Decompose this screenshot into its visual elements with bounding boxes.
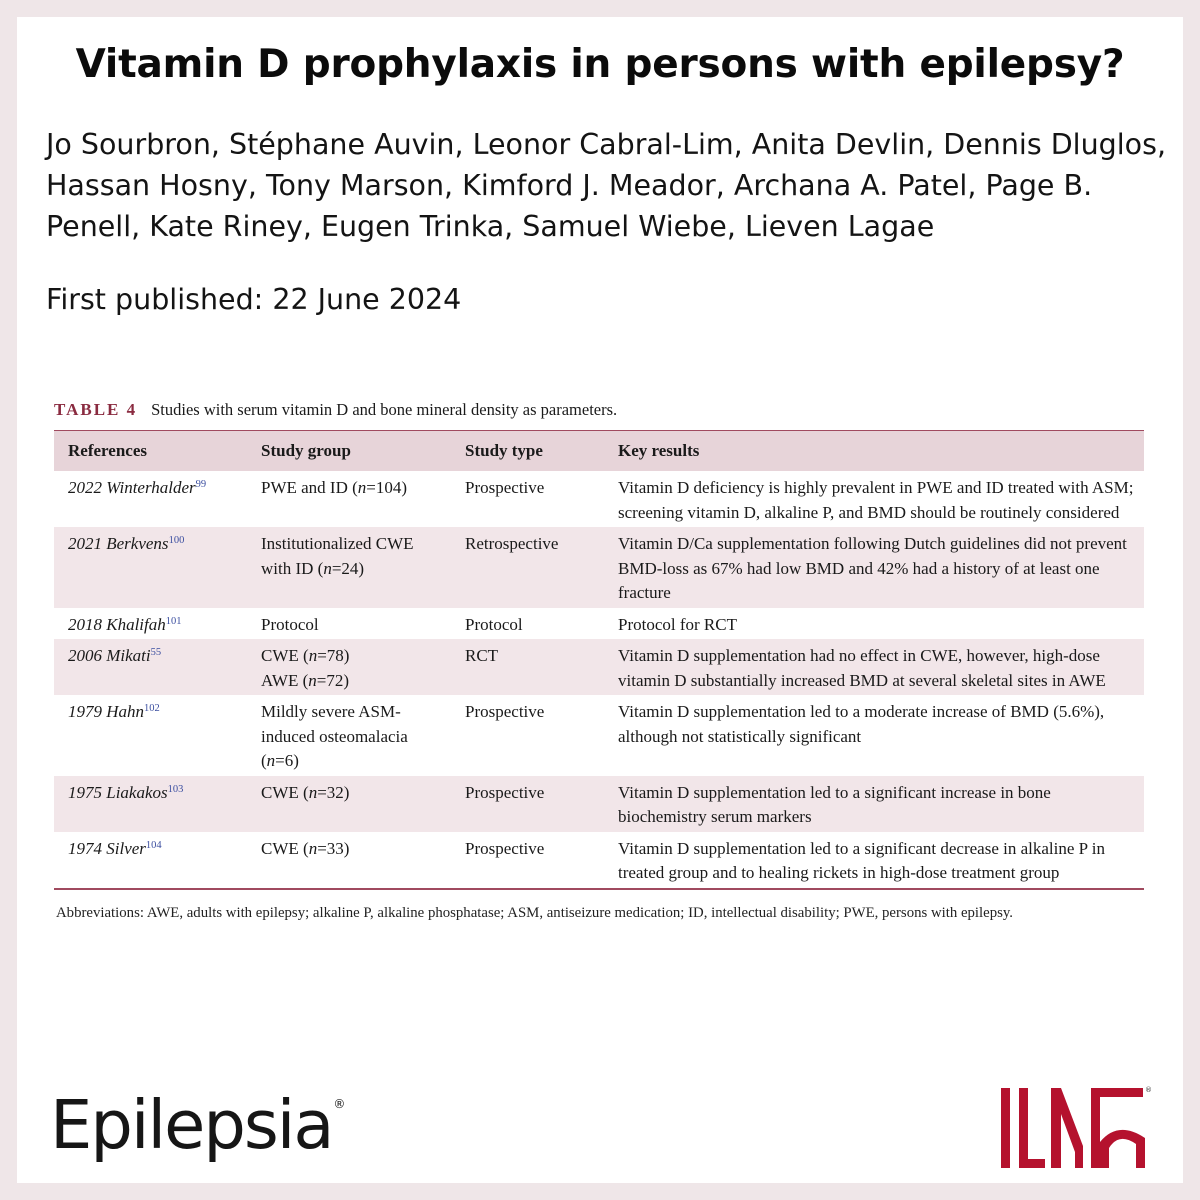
n-symbol: n xyxy=(308,782,318,802)
ilae-logo xyxy=(995,1080,1155,1170)
table-caption xyxy=(54,400,1146,430)
group-text: CWE ( xyxy=(261,782,309,802)
published-label: First published: xyxy=(46,283,264,316)
ilae-logo-l-foot xyxy=(1019,1159,1045,1168)
cell-study-group xyxy=(247,832,451,889)
cell-study-type: Prospective xyxy=(465,478,545,497)
cell-study-type: Prospective xyxy=(451,832,604,889)
reference-text: 1974 Silver xyxy=(68,838,146,858)
cell-study-group xyxy=(247,639,451,695)
epilepsia-logo xyxy=(50,1086,343,1164)
cell-reference xyxy=(54,776,247,832)
reference-text: 1975 Liakakos xyxy=(68,782,168,802)
citation-link[interactable]: 102 xyxy=(144,703,160,714)
cell-study-type: Retrospective xyxy=(451,527,604,608)
group-text: Institutionalized CWE with ID ( xyxy=(261,534,414,578)
ilae-logo-e-arc xyxy=(1100,1130,1145,1168)
n-symbol: n xyxy=(266,751,276,770)
cell-study-type: RCT xyxy=(451,639,604,695)
table-body xyxy=(54,471,1144,889)
group-text: Protocol xyxy=(261,614,319,634)
cell-study-group xyxy=(247,527,451,608)
citation-link[interactable]: 101 xyxy=(165,615,182,627)
ilae-registered-mark: ® xyxy=(1145,1086,1152,1094)
table-row xyxy=(54,639,1144,695)
cell-key-results: Vitamin D supplementation had no effect in CWE, however, high-dose vitamin D substantially increased BMD at several skeletal sites in AWE xyxy=(604,639,1144,695)
citation-link[interactable]: 55 xyxy=(150,647,162,658)
cell-study-type: Prospective xyxy=(465,702,545,721)
group-count: =78) xyxy=(317,646,350,665)
cell-reference xyxy=(54,832,247,889)
cell-key-results: Protocol for RCT xyxy=(618,614,737,634)
group-text: CWE ( xyxy=(261,838,309,858)
group-text: Mildly severe ASM-induced osteomalacia ( xyxy=(261,702,408,770)
reference-text: 1979 Hahn xyxy=(68,702,145,721)
reference-text: 2021 Berkvens xyxy=(68,534,169,553)
cell-key-results: Vitamin D supplementation led to a significant increase in bone biochemistry serum markers xyxy=(604,776,1144,832)
registered-mark: ® xyxy=(333,1097,344,1111)
cell-study-type: Prospective xyxy=(451,776,604,832)
cell-key-results: Vitamin D deficiency is highly prevalent in PWE and ID treated with ASM; screening vitamin D, alkaline P, and BMD should be routinely considered xyxy=(618,478,1134,522)
publication-date xyxy=(46,283,461,316)
group-text: AWE ( xyxy=(261,670,309,690)
cell-reference xyxy=(54,695,247,776)
group-count: =24) xyxy=(331,558,365,578)
n-symbol: n xyxy=(308,670,317,690)
group-text: CWE ( xyxy=(261,646,309,665)
table-row xyxy=(54,832,1144,889)
table-row xyxy=(54,608,1144,640)
column-header: Study type xyxy=(451,431,604,472)
table-excerpt xyxy=(54,400,1146,924)
column-header: References xyxy=(54,431,247,472)
ilae-logo-e-top xyxy=(1091,1088,1143,1097)
author-list: Jo Sourbron, Stéphane Auvin, Leonor Cabral-Lim, Anita Devlin, Dennis Dluglos, Hassan Hosny, Tony Marson, Kimford J. Meador, Archana A. Patel, Page B. Penell, Kate Riney, Eugen Trinka, Samuel Wiebe, Lieven Lagae xyxy=(46,128,1167,243)
group-count: =72) xyxy=(316,670,350,690)
cell-study-group xyxy=(247,695,451,776)
ilae-logo-i xyxy=(1001,1088,1010,1168)
citation-link[interactable]: 100 xyxy=(168,535,185,546)
ilae-logo-a xyxy=(1051,1088,1083,1168)
group-count: =33) xyxy=(317,838,350,858)
cell-reference xyxy=(54,608,247,640)
group-count: =6) xyxy=(275,751,299,770)
column-header: Study group xyxy=(247,431,451,472)
table-label: TABLE 4 xyxy=(54,400,138,419)
group-count: =32) xyxy=(317,782,350,802)
group-count: =104) xyxy=(366,478,408,497)
n-symbol: n xyxy=(323,558,332,578)
ilae-logo-l-stem xyxy=(1019,1088,1028,1168)
page-title: Vitamin D prophylaxis in persons with epilepsy? xyxy=(75,42,1125,87)
cell-key-results: Vitamin D supplementation led to a moderate increase of BMD (5.6%), although not statistically significant xyxy=(618,702,1105,746)
cell-study-group xyxy=(247,471,451,527)
cell-reference xyxy=(54,639,247,695)
cell-study-group xyxy=(247,608,451,640)
studies-table xyxy=(54,430,1144,890)
n-symbol: n xyxy=(308,646,318,665)
cell-reference xyxy=(54,527,247,608)
table-row xyxy=(54,776,1144,832)
n-symbol: n xyxy=(357,478,367,497)
column-header: Key results xyxy=(604,431,1144,472)
citation-link[interactable]: 99 xyxy=(195,479,207,490)
cell-reference xyxy=(54,471,247,527)
group-text: PWE and ID ( xyxy=(261,478,358,497)
cell-key-results: Vitamin D supplementation led to a significant decrease in alkaline P in treated group and to healing rickets in high-dose treatment group xyxy=(604,832,1144,889)
reference-text: 2022 Winterhalder xyxy=(68,478,196,497)
table-header-row xyxy=(54,431,1144,472)
cell-key-results: Vitamin D/Ca supplementation following Dutch guidelines did not prevent BMD-loss as 67% had low BMD and 42% had a history of at least one fracture xyxy=(604,527,1144,608)
table-row xyxy=(54,695,1144,776)
published-date: 22 June 2024 xyxy=(272,283,462,316)
ilae-logo-e-stem xyxy=(1091,1088,1100,1168)
n-symbol: n xyxy=(308,838,318,858)
table-row xyxy=(54,527,1144,608)
cell-study-type: Protocol xyxy=(465,614,523,634)
table-abbreviations: Abbreviations: AWE, adults with epilepsy; alkaline P, alkaline phosphatase; ASM, antiseizure medication; ID, intellectual disability; PWE, persons with epilepsy. xyxy=(56,904,1013,921)
reference-text: 2006 Mikati xyxy=(68,646,151,665)
citation-link[interactable]: 103 xyxy=(167,783,184,795)
citation-link[interactable]: 104 xyxy=(145,839,162,851)
cell-study-group xyxy=(247,776,451,832)
reference-text: 2018 Khalifah xyxy=(68,614,166,634)
table-caption-text: Studies with serum vitamin D and bone mineral density as parameters. xyxy=(151,400,618,419)
table-row xyxy=(54,471,1144,527)
epilepsia-logo-text: Epilepsia xyxy=(50,1086,333,1164)
